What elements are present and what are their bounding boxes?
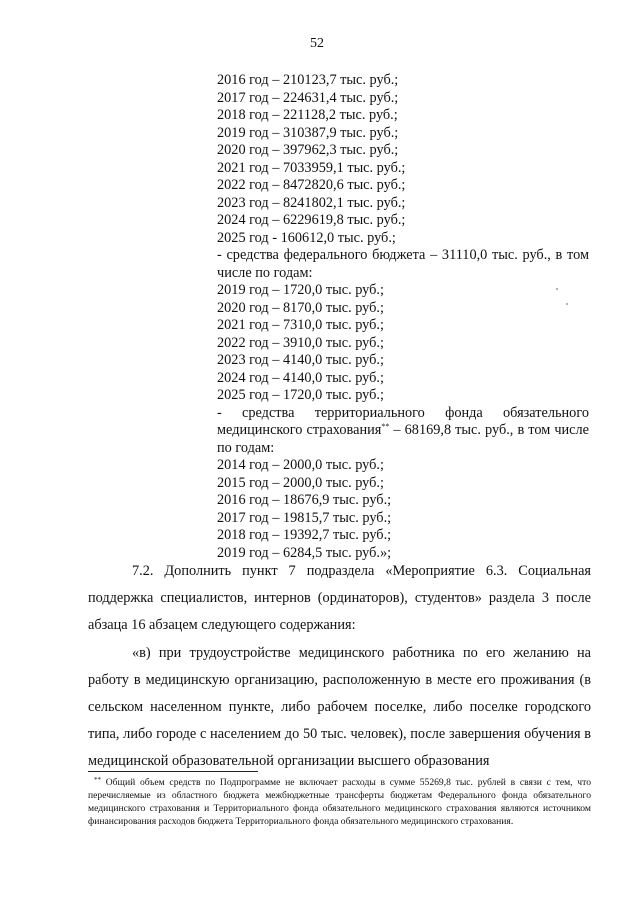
territorial-fund-years (217, 457, 589, 562)
year-line: 2022 год – 3910,0 тыс. руб.; (217, 334, 384, 351)
year-line: 2021 год – 7033959,1 тыс. руб.; (217, 159, 406, 176)
territorial-fund-total: – 68169,8 тыс. руб., в том числе по годам: (217, 422, 590, 456)
year-line: 2021 год – 7310,0 тыс. руб.; (217, 317, 384, 333)
year-line: 2019 год – 310387,9 тыс. руб.; (217, 124, 399, 141)
federal-budget-years (217, 282, 589, 405)
territorial-fund-paragraph (217, 405, 589, 458)
year-line: 2024 год – 4140,0 тыс. руб.; (217, 369, 384, 386)
year-line: 2020 год – 397962,3 тыс. руб.; (217, 142, 399, 158)
year-line: 2022 год – 8472820,6 тыс. руб.; (217, 177, 406, 193)
year-line: 2017 год – 19815,7 тыс. руб.; (217, 509, 392, 526)
year-line: 2019 год – 1720,0 тыс. руб.; (217, 282, 384, 298)
year-line: 2024 год – 6229619,8 тыс. руб.; (217, 212, 406, 228)
quoted-paragraph: «в) при трудоустройстве медицинского работника по его желанию на работу в медицинскую организацию, расположенную в месте его проживания (в сельском населенном пункте, либо рабочем поселке, либо поселке городского типа, либо городе с населением до 50 тыс. человек), после завершения обучения в медицинской образовательной организации высшего образования (88, 644, 591, 770)
footnote-mark: ** (94, 776, 101, 784)
footnote-paragraph (88, 776, 591, 828)
year-line: 2025 год – 1720,0 тыс. руб.; (217, 387, 384, 403)
year-line: 2014 год – 2000,0 тыс. руб.; (217, 457, 384, 473)
year-line: 2015 год – 2000,0 тыс. руб.; (217, 474, 384, 491)
page-number: 52 (310, 36, 324, 51)
footnote (88, 776, 591, 828)
footnote-reference: ** (381, 422, 390, 431)
year-line: 2020 год – 8170,0 тыс. руб.; (217, 299, 384, 316)
year-line: 2019 год – 6284,5 тыс. руб.»; (217, 544, 392, 561)
year-line: 2023 год – 4140,0 тыс. руб.; (217, 352, 384, 368)
year-line: 2023 год – 8241802,1 тыс. руб.; (217, 194, 406, 211)
territorial-fund-text: - средства территориального фонда обязательного медицинского страхования (217, 404, 589, 438)
year-line: 2017 год – 224631,4 тыс. руб.; (217, 89, 399, 106)
funding-list (217, 72, 589, 562)
year-line: 2018 год – 19392,7 тыс. руб.; (217, 527, 392, 543)
footnote-text: Общий объем средств по Подпрограмме не включает расходы в сумме 55269,8 тыс. рублей в связи с тем, что перечисляемые из областного бюджета межбюджетные трансферты бюджетам Федерального фонда обязательного медицинского страхования и Территориального фонда обязательного медицинского страхования являются источником финансирования расходов бюджета Территориального фонда обязательного медицинского страхования. (88, 777, 591, 828)
year-line: 2025 год - 160612,0 тыс. руб.; (217, 229, 396, 246)
federal-budget-paragraph: - средства федерального бюджета – 31110,0 тыс. руб., в том числе по годам: (217, 247, 589, 281)
year-line: 2016 год – 210123,7 тыс. руб.; (217, 72, 399, 88)
scan-speck (556, 288, 558, 290)
footnote-divider (88, 771, 258, 772)
scan-speck (566, 303, 568, 305)
amendment-paragraph: 7.2. Дополнить пункт 7 подраздела «Мероприятие 6.3. Социальная поддержка специалистов, интернов (ординаторов), студентов» раздела 3 после абзаца 16 абзацем следующего содержания: (88, 563, 591, 634)
regional-budget-years (217, 72, 589, 247)
body-text (88, 558, 591, 776)
year-line: 2018 год – 221128,2 тыс. руб.; (217, 107, 398, 123)
year-line: 2016 год – 18676,9 тыс. руб.; (217, 492, 392, 508)
